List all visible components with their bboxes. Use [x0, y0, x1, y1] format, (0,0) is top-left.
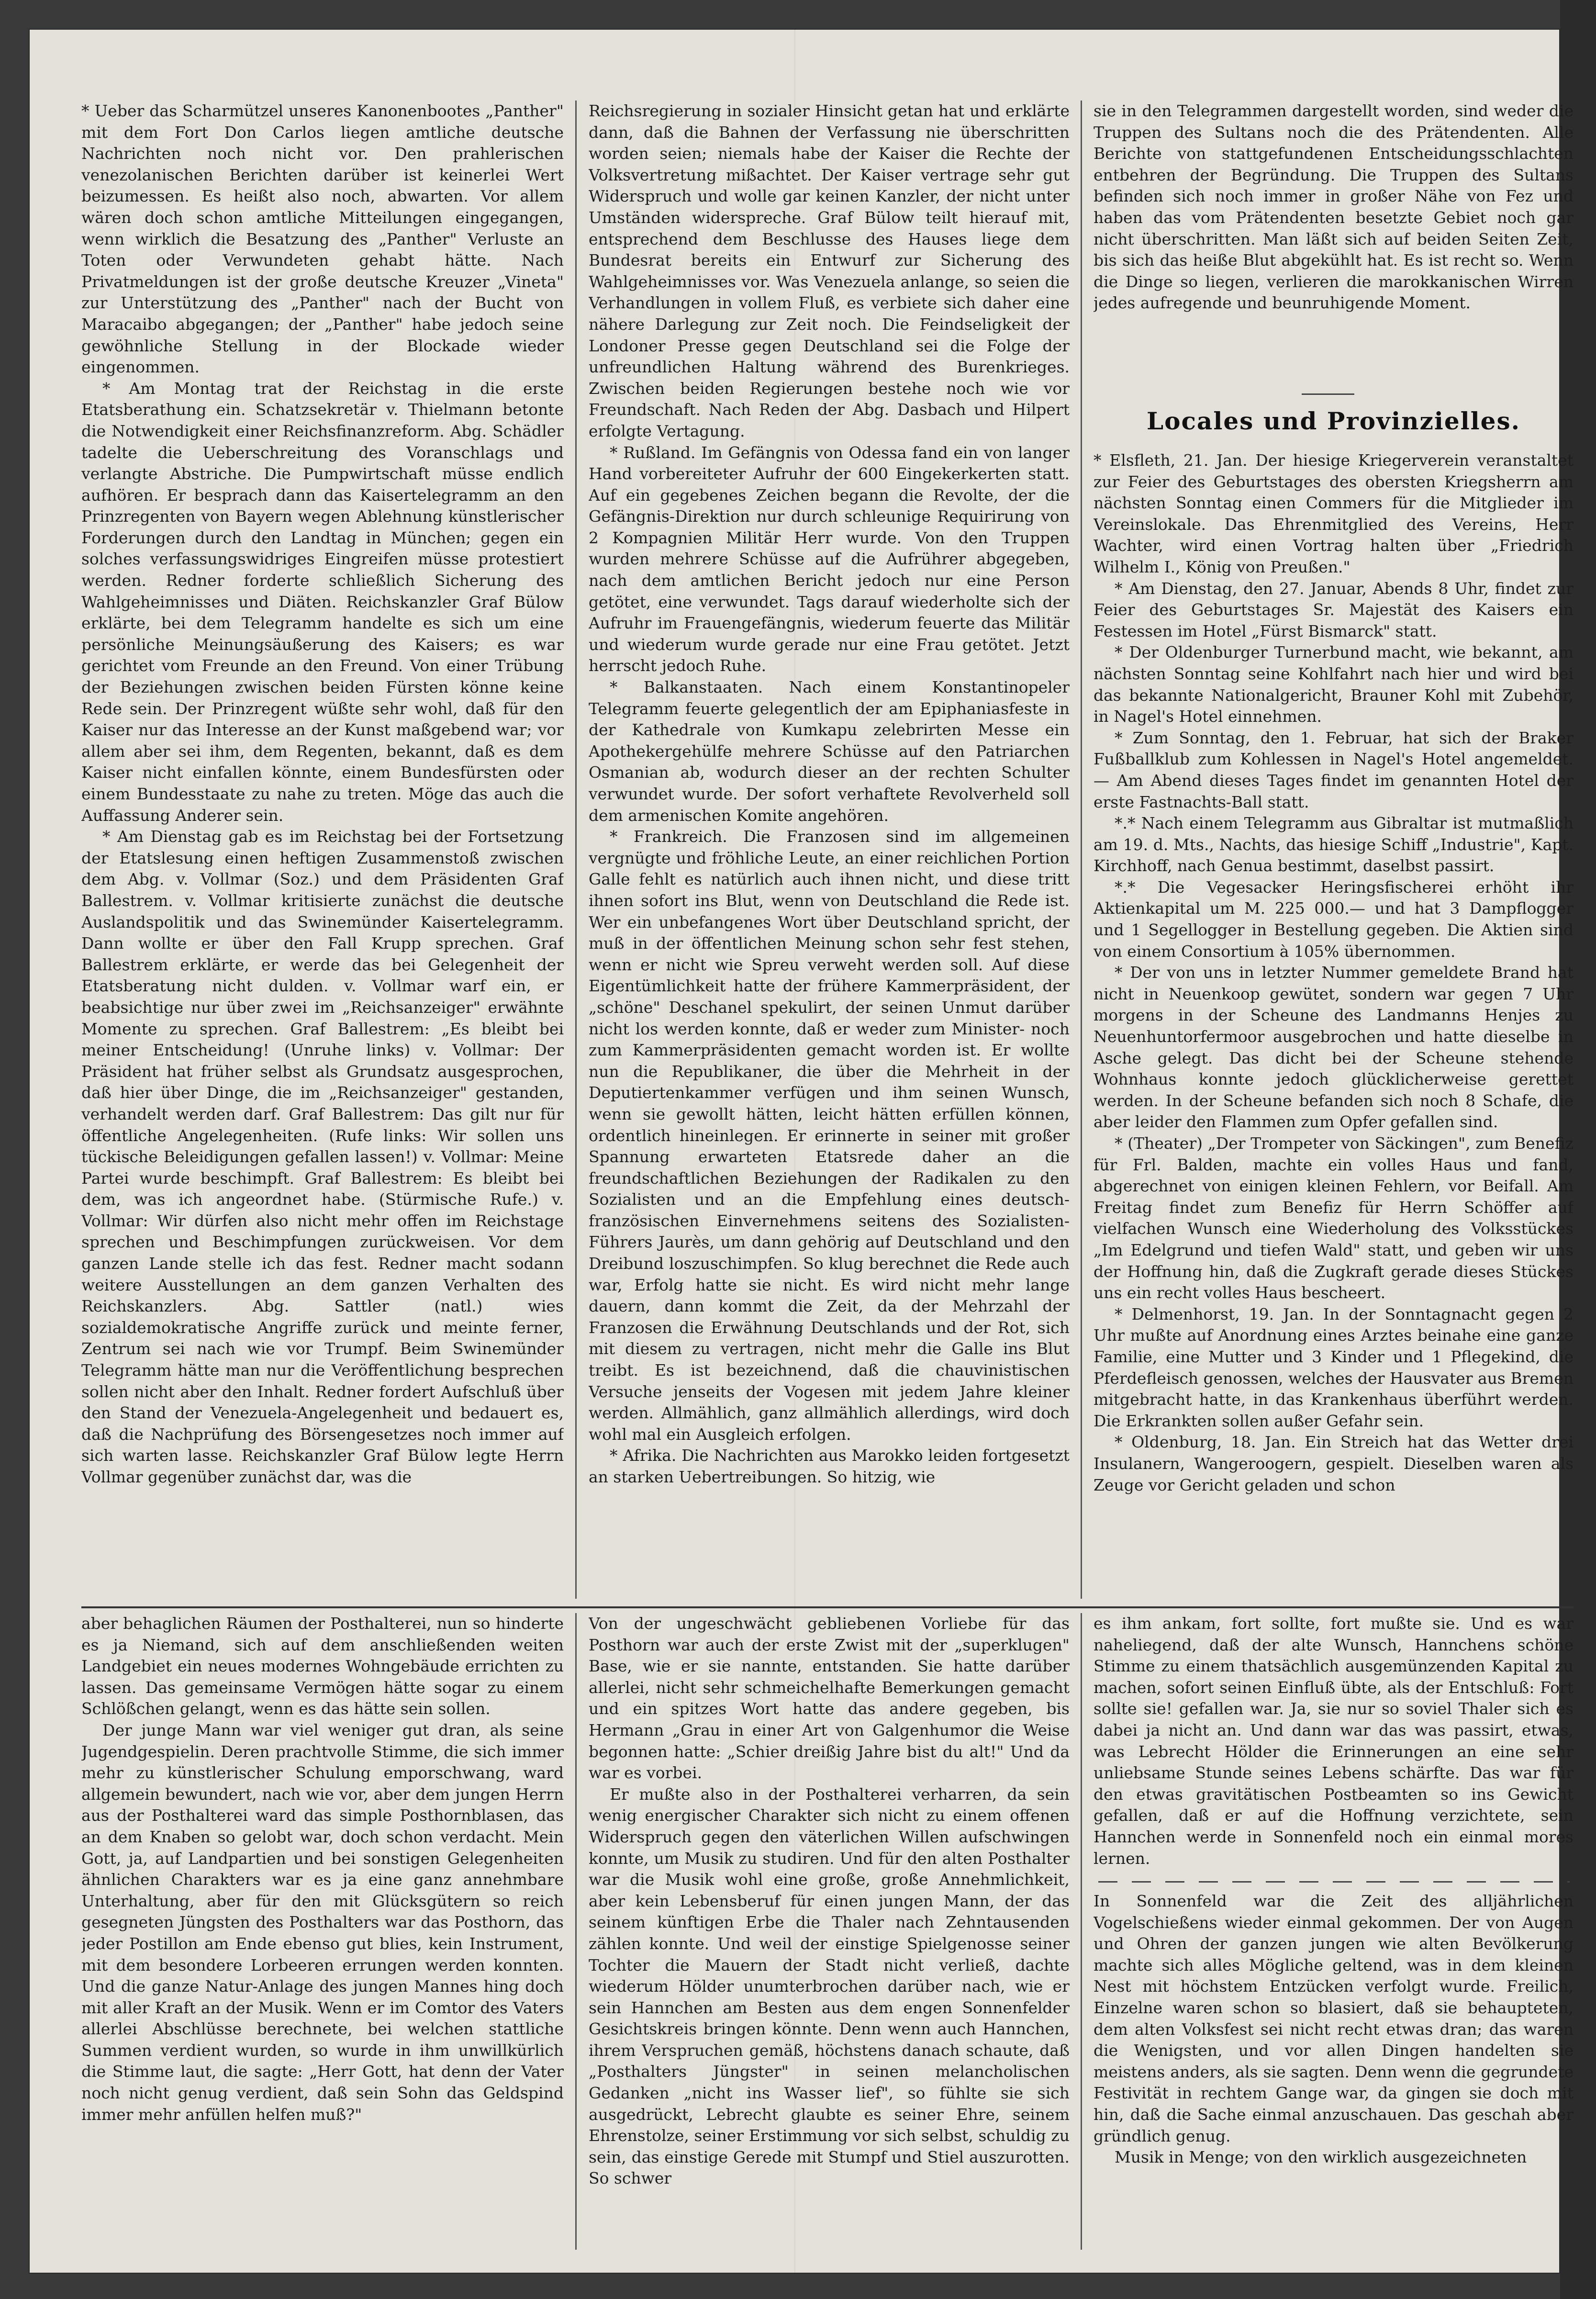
article-paragraph: Von der ungeschwächt gebliebenen Vorliebe für das Posthorn war auch der erste Zwist mit der „superklugen" Base, wie er sie nannte, entstanden. Sie hatte darüber allerlei, nicht sehr schmeichelhafte Bemerkungen gemacht und ein spitzes Wort hatte das andere gegeben, bis Hermann „Grau in einer Art von Galgenhumor die Weise begonnen hatte: „Schier dreißig Jahre bist du alt!" Und da war es vorbei. — [589, 1614, 1070, 1783]
article-paragraph: sie in den Telegrammen dargestellt worden, sind weder die Truppen des Sultans noch die des Prätendenten. Alle Berichte von stattgefundenen Entscheidungsschlachten entbehren der Begründung. Die Truppen des Sultans befinden sich noch immer in großer Nähe von Fez und haben das vom Prätendenten besetzte Gebiet noch gar nicht überschritten. Man läßt sich auf beiden Seiten Zeit, bis sich das heiße Blut abgekühlt hat. Es ist recht so. Wenn die Dinge so liegen, verlieren die marokkanischen Wirren jedes aufregende und beunruhigende Moment. — [1094, 101, 1574, 313]
serial-column-3b — [1094, 1891, 1574, 2254]
article-paragraph: * Balkanstaaten. Nach einem Konstantinopeler Telegramm feuerte gelegentlich der am Epiphaniasfeste in der Kathedrale von Kumkapu zelebrirten Messe ein Apothekergehülfe mehrere Schüsse auf den Patriarchen Osmanian ab, wodurch dieser an der rechten Schulter verwundet wurde. Der sofort verhaftete Revolverheld soll dem armenischen Komite angehören. — [589, 678, 1070, 825]
article-paragraph: * Rußland. Im Gefängnis von Odessa fand ein von langer Hand vorbereiteter Aufruhr der 600 Eingekerkerten statt. Auf ein gegebenes Zeichen begann die Revolte, der die Gefängnis-Direktion nur durch schleunige Requirirung von 2 Kompagnien Militär Herr wurde. Von den Truppen wurden mehrere Schüsse auf die Aufrührer abgegeben, nach dem amtlichen Bericht jedoch nur eine Person getötet, eine verwundet. Tags darauf wiederholte sich der Aufruhr im Frauengefängnis, wiederum feuerte das Militär und wiederum wurde gerade nur eine Frau getötet. Jetzt herrscht jedoch Ruhe. — [589, 443, 1070, 675]
article-paragraph: Der junge Mann war viel weniger gut dran, als seine Jugendgespielin. Deren prachtvolle Stimme, die sich immer mehr zu künstlerischer Schulung emporschwang, ward allgemein bewundert, nach wie vor, aber dem jungen Herrn aus der Posthalterei ward das simple Posthornblasen, das an dem Knaben so gelobt war, doch schon verdacht. Mein Gott, ja, auf Landpartien und bei sonstigen Gelegenheiten ähnlichen Charakters war es ja eine ganz annehmbare Unterhaltung, aber für den mit Glücksgütern so reich gesegneten Jüngsten des Posthalters war das Posthorn, das jeder Postillon am Ende ebenso gut blies, kein Instrument, mit dem besondere Lorbeeren errungen werden konnten. Und die ganze Natur-Anlage des jungen Mannes hing doch mit aller Kraft an der Musik. Wenn er im Comtor des Vaters allerlei Abschlüsse berechnete, bei welchen stattliche Summen verdient wurden, so wurde in ihm unwillkürlich die Stimme laut, die sagte: „Herr Gott, hat denn der Vater noch nicht genug verdient, daß sein Sohn das Geldspind immer mehr anfüllen helfen muß?" — [81, 1720, 564, 2124]
article-paragraph: * Delmenhorst, 19. Jan. In der Sonntagnacht gegen 2 Uhr mußte auf Anordnung eines Arztes beinahe eine ganze Familie, eine Mutter und 3 Kinder und 1 Pflegekind, die Pferdefleisch genossen, welches der Hausvater aus Bremen mitgebracht hatte, in das Krankenhaus überführt werden. Die Erkrankten sollen außer Gefahr sein. — [1094, 1304, 1574, 1430]
article-paragraph: es ihm ankam, fort sollte, fort mußte sie. Und es war naheliegend, daß der alte Wunsch, Hannchens schöne Stimme zu einem thatsächlich ausgemünzenden Kapital zu machen, sofort seinen Einfluß übte, als der Entschluß: Fort sollte sie! gefallen war. Ja, sie nur so soviel Thaler sich es dabei ja nicht an. Und dann war das was passirt, etwas, was Lebrecht Hölder die Erinnerungen an eine sehr unliebsame Stunde seines Lebens schärfte. Das war für den etwas gravitätischen Postbeamten so ins Gewicht gefallen, daß er auf die Hoffnung verzichtete, sein Hannchen werde in Sonnenfeld noch ein einmal mores lernen. — [1094, 1614, 1574, 1868]
serial-column-2 — [589, 1613, 1070, 2254]
article-paragraph: * Am Dienstag, den 27. Januar, Abends 8 Uhr, findet zur Feier des Geburtstages Sr. Majestät des Kaisers ein Festessen im Hotel „Fürst Bismarck" statt. — [1094, 579, 1574, 640]
news-column-1 — [81, 101, 564, 1604]
column-rule — [575, 101, 577, 1599]
article-paragraph: Reichsregierung in sozialer Hinsicht getan hat und erklärte dann, daß die Bahnen der Verfassung nie überschritten worden seien; niemals habe der Kaiser die Rechte der Volksvertretung mißachtet. Der Kaiser vertrage sehr gut Widerspruch und wolle gar keinen Kanzler, der nicht unter Umständen widerspreche. Graf Bülow teilt hierauf mit, entsprechend dem Beschlusse des Hauses liege dem Bundesrat bereits ein Entwurf zur Sicherung des Wahlgeheimnisses vor. Was Venezuela anlange, so seien die Verhandlungen in vollem Fluß, es verbiete sich daher eine nähere Darlegung zur Zeit noch. Die Feindseligkeit der Londoner Presse gegen Deutschland sei die Folge der unfreundlichen Haltung während des Burenkrieges. Zwischen beiden Regierungen bestehe noch wie vor Freundschaft. Nach Reden der Abg. Dasbach und Hilpert erfolgte Vertagung. — [589, 101, 1070, 440]
article-paragraph: aber behaglichen Räumen der Posthalterei, nun so hinderte es ja Niemand, sich auf dem anschließenden weiten Landgebiet ein neues modernes Wohngebäude errichten zu lassen. Das gemeinsame Vermögen hätte sogar zu einem Schlößchen gelangt, wenn es das hätte sein sollen. — [81, 1614, 564, 1718]
serial-column-3a — [1094, 1613, 1574, 1876]
article-paragraph: * (Theater) „Der Trompeter von Säckingen", zum Benefiz für Frl. Balden, machte ein volles Haus und fand, abgerechnet von einigen kleinen Fehlern, vor Beifall. Am Freitag findet zum Benefiz für Herrn Schöffer auf vielfachen Wunsch eine Wiederholung des Volksstückes „Im Edelgrund und tiefen Wald" statt, und geben wir uns der Hoffnung hin, daß die Zugkraft gerade dieses Stückes uns ein recht volles Haus bescheert. — [1094, 1134, 1574, 1302]
article-paragraph: * Am Montag trat der Reichstag in die erste Etatsberathung ein. Schatzsekretär v. Thielmann betonte die Notwendigkeit einer Reichsfinanzreform. Abg. Schädler tadelte die Ueberschreitung des Voranschlags und verlangte Abstriche. Die Pumpwirtschaft müsse endlich aufhören. Er besprach dann das Kaisertelegramm an den Prinzregenten von Bayern wegen Ablehnung künstlerischer Forderungen durch den Landtag in München; gegen ein solches verfassungswidriges Eingreifen müsse protestiert werden. Redner forderte schließlich Sicherung des Wahlgeheimnisses und Diäten. Reichskanzler Graf Bülow erklärte, bei dem Telegramm handelte es sich um eine persönliche Meinungsäußerung des Kaisers; es war gerichtet vom Freunde an den Freund. Von einer Trübung der Beziehungen zwischen beiden Fürsten könne keine Rede sein. Der Prinzregent wüßte sehr wohl, daß für den Kaiser nur das Interesse an der Kunst maßgebend war; vor allem aber sei ihm, dem Regenten, bekannt, daß es dem Kaiser nicht einfallen könnte, einem Bundesfürsten oder einem Bundesstaate zu nahe zu treten. Möge das auch die Auffassung Anderer sein. — [81, 379, 564, 825]
article-paragraph: * Der von uns in letzter Nummer gemeldete Brand hat nicht in Neuenkoop gewütet, sondern war gegen 7 Uhr morgens in der Scheune des Landmanns Henjes zu Neuenhuntorfermoor ausgebrochen und hatte dieselbe in Asche gelegt. Das dicht bei der Scheune stehende Wohnhaus konnte jedoch glücklicherweise gerettet werden. In der Scheune befanden sich noch 8 Schafe, die aber leider den Flammen zum Opfer gefallen sind. — [1094, 963, 1574, 1132]
article-paragraph: * Oldenburg, 18. Jan. Ein Streich hat das Wetter drei Insulanern, Wangeroogern, gespielt. Dieselben waren als Zeuge vor Gericht geladen und schon — [1094, 1433, 1574, 1494]
news-column-2 — [589, 101, 1070, 1604]
article-paragraph: * Der Oldenburger Turnerbund macht, wie bekannt, am nächsten Sonntag seine Kohlfahrt nach hier und wird bei das bekannte Nationalgericht, Brauner Kohl mit Zubehör, in Nagel's Hotel einnehmen. — [1094, 643, 1574, 726]
article-paragraph: * Zum Sonntag, den 1. Februar, hat sich der Braker Fußballklub zum Kohlessen in Nagel's Hotel angemeldet. — Am Abend dieses Tages findet im genannten Hotel der erste Fastnachts-Ball statt. — [1094, 728, 1574, 811]
separator-dash — [1302, 393, 1354, 395]
article-paragraph: *.* Nach einem Telegramm aus Gibraltar ist mutmaßlich am 19. d. Mts., Nachts, das hiesige Schiff „Industrie", Kapt. Kirchhoff, nach Genua bestimmt, daselbst passirt. — [1094, 814, 1574, 875]
article-paragraph: * Frankreich. Die Franzosen sind im allgemeinen vergnügte und fröhliche Leute, an einer reichlichen Portion Galle fehlt es natürlich auch ihnen nicht, und diese tritt ihnen sofort ins Blut, wenn von Deutschland die Rede ist. Wer ein unbefangenes Wort über Deutschland spricht, der muß in der öffentlichen Meinung schon sehr fest stehen, wenn er nicht wie Spreu verweht werden soll. Auf diese Eigentümlichkeit hatte der frühere Kammerpräsident, der „schöne" Deschanel spekulirt, der seinen Unmut darüber nicht los werden konnte, daß er weder zum Minister- noch zum Kammerpräsidenten gemacht worden ist. Er wollte nun die Republikaner, die über die Mehrheit in der Deputiertenkammer verfügen und ihm seinen Wunsch, wenn sie gewollt hätten, leicht hätten erfüllen können, ordentlich hineinlegen. Er erinnerte in seiner mit großer Spannung erwarteten Etatsrede daher an die freundschaftlichen Beziehungen der Radikalen zu den Sozialisten und an die Empfehlung eines deutsch-französischen Einvernehmens seitens des Sozialisten-Führers Jaurès, um dann gehörig auf Deutschland und den Dreibund loszuschimpfen. So klug berechnet die Rede auch war, Erfolg hatte sie nicht. Es wird nicht mehr lange dauern, dann kommt die Zeit, da der Mehrzahl der Franzosen die Erwähnung Deutschlands und der Rot, sich mit diesem zu vertragen, nicht mehr die Galle ins Blut treibt. Es ist bezeichnend, daß die chauvinistischen Versuche jenseits der Vogesen mit jedem Jahre kleiner werden. Allmählich, ganz allmählich allerdings, wird doch wohl mal ein Ausgleich erfolgen. — [589, 827, 1070, 1444]
section-title-local-news: Locales und Provinzielles. — [1146, 407, 1521, 435]
article-paragraph: * Ueber das Scharmützel unseres Kanonenbootes „Panther" mit dem Fort Don Carlos liegen amtliche deutsche Nachrichten noch nicht vor. Den prahlerischen venezolanischen Berichten darüber ist keinerlei Wert beizumessen. Es heißt also noch, abwarten. Vor allem wären doch schon amtliche Mitteilungen eingegangen, wenn wirklich die Besatzung des „Panther" Verluste an Toten oder Verwundeten gehabt hätte. Nach Privatmeldungen ist der große deutsche Kreuzer „Vineta" zur Unterstützung des „Panther" nach der Bucht von Maracaibo abgegangen; der „Panther" habe jedoch seine gewöhnliche Stellung in der Blockade wieder eingenommen. — [81, 101, 564, 377]
article-paragraph: In Sonnenfeld war die Zeit des alljährlichen Vogelschießens wieder einmal gekommen. Der von Augen und Ohren der ganzen jungen wie alten Bevölkerung machte sich alles Mögliche geltend, was in dem kleinen Nest mit höchstem Entzücken verfolgt wurde. Freilich, Einzelne waren schon so blasiert, daß sie behaupteten, dem alten Volksfest sei nicht recht etwas dran; das waren die Wenigsten, und vor allen Dingen handelten sie meistens anders, als sie sagten. Denn wenn die gegrundete Festivität in rechtem Gange war, da gingen sie doch mit hin, daß die Sache einmal anzuschauen. Das geschah aber gründlich genug. — [1094, 1892, 1574, 2145]
feuilleton-divider — [81, 1606, 1574, 1608]
news-column-3-foreign — [1094, 101, 1574, 388]
article-paragraph: * Am Dienstag gab es im Reichstag bei der Fortsetzung der Etatslesung einen heftigen Zusammenstoß zwischen dem Abg. v. Vollmar (Soz.) und dem Präsidenten Graf Ballestrem. v. Vollmar kritisierte zunächst die deutsche Auslandspolitik und das Swinemünder Kaisertelegramm. Dann wollte er über den Fall Krupp sprechen. Graf Ballestrem erklärte, er werde das bei Gelegenheit der Etatsberatung nicht dulden. v. Vollmar warf ein, er beabsichtige nur über zwei im „Reichsanzeiger" erwähnte Momente zu sprechen. Graf Ballestrem: „Es bleibt bei meiner Entscheidung! (Unruhe links) v. Vollmar: Der Präsident hat früher selbst als Grundsatz ausgesprochen, daß hier über Dinge, die im „Reichsanzeiger" gestanden, verhandelt werden darf. Graf Ballestrem: Das gilt nur für öffentliche Angelegenheiten. (Rufe links: Wir sollen uns tückische Beleidigungen gefallen lassen!) v. Vollmar: Meine Partei wurde beschimpft. Graf Ballestrem: Es bleibt bei dem, was ich angeordnet habe. (Stürmische Rufe.) v. Vollmar: Wir dürfen also nicht mehr offen im Reichstage sprechen und Beschimpfungen zurückweisen. Vor dem ganzen Lande stelle ich das fest. Redner macht sodann weitere Ausstellungen an dem ganzen Verhalten des Reichskanzlers. Abg. Sattler (natl.) wies sozialdemokratische Angriffe zurück und meinte ferner, Zentrum sei nach wie vor Trumpf. Beim Swinemünder Telegramm hätte man nur die Veröffentlichung besprechen sollen nicht aber den Inhalt. Redner fordert Aufschluß über den Stand der Venezuela-Angelegenheit und bedauert es, daß die Nachprüfung des Börsengesetzes noch immer auf sich warten lasse. Reichskanzler Graf Bülow legte Herrn Vollmar gegenüber zunächst dar, was die — [81, 827, 564, 1486]
article-paragraph: * Elsfleth, 21. Jan. Der hiesige Kriegerverein veranstaltet zur Feier des Geburtstages des obersten Kriegsherrn am nächsten Sonntag einen Commers für die Mitglieder im Vereinslokale. Das Ehrenmitglied des Vereins, Herr Wachter, wird einen Vortrag halten über „Friedrich Wilhelm I., König von Preußen." — [1094, 451, 1574, 576]
article-paragraph: Er mußte also in der Posthalterei verharren, da sein wenig energischer Charakter sich nicht zu einem offenen Widerspruch gegen den väterlichen Willen aufschwingen konnte, um Musik zu studiren. Und für den alten Posthalter war die Musik wohl eine große, große Annehmlichkeit, aber kein Lebensberuf für einen jungen Mann, der das seinem künftigen Erbe die Thaler nach Zehntausenden zählen konnte. Und weil der einstige Spielgenosse seiner Tochter die Mauern der Stadt nicht verließ, dachte wiederum Hölder unumterbrochen darüber nach, wie er sein Hannchen am Besten aus dem engen Sonnenfelder Gesichtskreis bringen könnte. Denn wenn auch Hannchen, ihrem Verspruchen gemäß, höchstens danach schaute, daß „Posthalters Jüngster" in seinen melancholischen Gedanken „nicht ins Wasser lief", so fühlte sie sich ausgedrückt, Lebrecht glaubte es seiner Ehre, seinem Ehrenstolze, seiner Erstimmung vor sich selbst, schuldig zu sein, das einstige Gerede mit Stumpf und Stiel auszurotten. So schwer — [589, 1784, 1070, 2188]
article-paragraph: Musik in Menge; von den wirklich ausgezeichneten — [1115, 2148, 1527, 2167]
column-rule — [1081, 1613, 1082, 2250]
newspaper-page — [29, 29, 1574, 2274]
column-rule — [575, 1613, 577, 2250]
article-paragraph: * Afrika. Die Nachrichten aus Marokko leiden fortgesetzt an starken Uebertreibungen. So hitzig, wie — [589, 1446, 1070, 1486]
news-column-3-local — [1094, 450, 1574, 1604]
dashed-separator — [1098, 1881, 1570, 1883]
serial-column-1 — [81, 1613, 564, 2254]
column-rule — [1081, 101, 1082, 1599]
article-paragraph: *.* Die Vegesacker Heringsfischerei erhöht ihr Aktienkapital um M. 225 000.— und hat 3 Dampflogger und 1 Segellogger in Bestellung gegeben. Die Aktien sind von einem Consortium à 105% übernommen. — [1094, 877, 1574, 961]
